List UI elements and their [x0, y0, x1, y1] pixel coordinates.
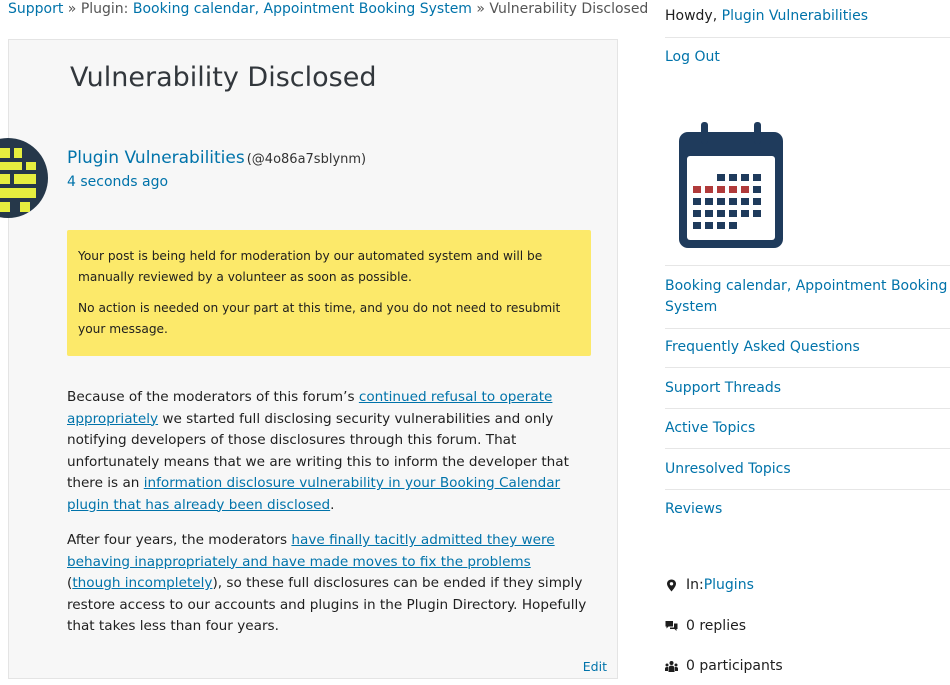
- breadcrumb-support-link[interactable]: Support: [8, 1, 64, 17]
- current-user-link[interactable]: Plugin Vulnerabilities: [721, 8, 868, 24]
- sidebar-active-topics-link[interactable]: Active Topics: [665, 420, 756, 436]
- post-timestamp-link[interactable]: 4 seconds ago: [67, 174, 169, 190]
- author-line: [67, 148, 366, 168]
- breadcrumb-separator: »: [63, 1, 81, 17]
- author-handle: (@4o86a7sblynm): [246, 152, 367, 167]
- post-paragraph: [67, 530, 587, 638]
- map-pin-icon: [665, 579, 678, 592]
- topic-participants-meta: [665, 658, 783, 674]
- sidebar-faq-link[interactable]: Frequently Asked Questions: [665, 339, 860, 355]
- sidebar-plugin-link[interactable]: Booking calendar, Appointment Booking System: [665, 278, 948, 315]
- in-label: In:: [686, 577, 704, 593]
- admitted-link[interactable]: have finally tacitly admitted they were behaving inappropriately and have made moves to fix the problems: [67, 532, 555, 570]
- breadcrumb-current: Vulnerability Disclosed: [489, 1, 649, 17]
- howdy-row: [665, 6, 950, 38]
- breadcrumb-separator: »: [471, 1, 490, 17]
- sidebar-item-active-topics[interactable]: [665, 418, 950, 449]
- sidebar-item-plugin[interactable]: [665, 265, 950, 329]
- breadcrumb: [8, 1, 648, 17]
- sidebar-item-faq[interactable]: [665, 337, 950, 368]
- avatar[interactable]: [0, 138, 48, 218]
- breadcrumb-plugin-link[interactable]: Booking calendar, Appointment Booking System: [132, 1, 472, 17]
- edit-link[interactable]: Edit: [582, 659, 607, 674]
- forum-plugins-link[interactable]: Plugins: [703, 577, 754, 593]
- topic-card: [8, 39, 618, 679]
- sidebar-item-reviews[interactable]: [665, 499, 950, 520]
- disclosure-link[interactable]: information disclosure vulnerability in your Booking Calendar plugin that has already been disclosed: [67, 475, 561, 513]
- people-icon: [665, 660, 678, 673]
- logout-link[interactable]: Log Out: [665, 49, 720, 65]
- sidebar-unresolved-topics-link[interactable]: Unresolved Topics: [665, 461, 791, 477]
- moderation-notice: [67, 230, 591, 356]
- post-paragraph: [67, 387, 587, 516]
- notice-paragraph: Your post is being held for moderation by our automated system and will be manually reviewed by a volunteer as soon as possible.: [78, 249, 543, 284]
- text-run: ), so these full disclosures can be ended if they simply restore access to our accounts and plugins in the Plugin Directory. Hopefully that takes less than four years.: [67, 575, 587, 634]
- sidebar-item-support-threads[interactable]: [665, 378, 950, 409]
- text-run: Because of the moderators of this forum’s: [67, 389, 359, 405]
- participants-count: 0 participants: [686, 658, 783, 674]
- refusal-link[interactable]: continued refusal to operate appropriately: [67, 389, 553, 427]
- text-run: .: [330, 496, 335, 513]
- replies-count: 0 replies: [686, 618, 746, 634]
- sidebar-reviews-link[interactable]: Reviews: [665, 501, 723, 517]
- avatar-identicon-icon: [0, 138, 48, 218]
- post-content: [67, 387, 587, 652]
- topic-forum-meta: [665, 577, 754, 593]
- calendar-icon: [677, 122, 785, 252]
- speech-bubbles-icon: [665, 620, 678, 633]
- text-run: (: [67, 575, 73, 591]
- topic-replies-meta: [665, 618, 746, 634]
- text-run: we started full disclosing security vulnerabilities and only notifying developers of those disclosures through this forum. That unfortunately means that we are writing this to inform the developer that there is an: [67, 410, 569, 491]
- author-name-link[interactable]: Plugin Vulnerabilities: [67, 148, 245, 168]
- breadcrumb-plugin-prefix: Plugin:: [80, 1, 133, 17]
- sidebar-item-unresolved-topics[interactable]: [665, 459, 950, 490]
- incompletely-link[interactable]: though incompletely: [72, 575, 213, 591]
- howdy-label: Howdy,: [665, 8, 722, 24]
- notice-paragraph: No action is needed on your part at this time, and you do not need to resubmit your message.: [78, 301, 561, 336]
- plugin-icon[interactable]: [677, 122, 785, 252]
- sidebar-support-threads-link[interactable]: Support Threads: [665, 380, 782, 396]
- page-title: Vulnerability Disclosed: [70, 62, 377, 93]
- text-run: After four years, the moderators: [67, 532, 292, 548]
